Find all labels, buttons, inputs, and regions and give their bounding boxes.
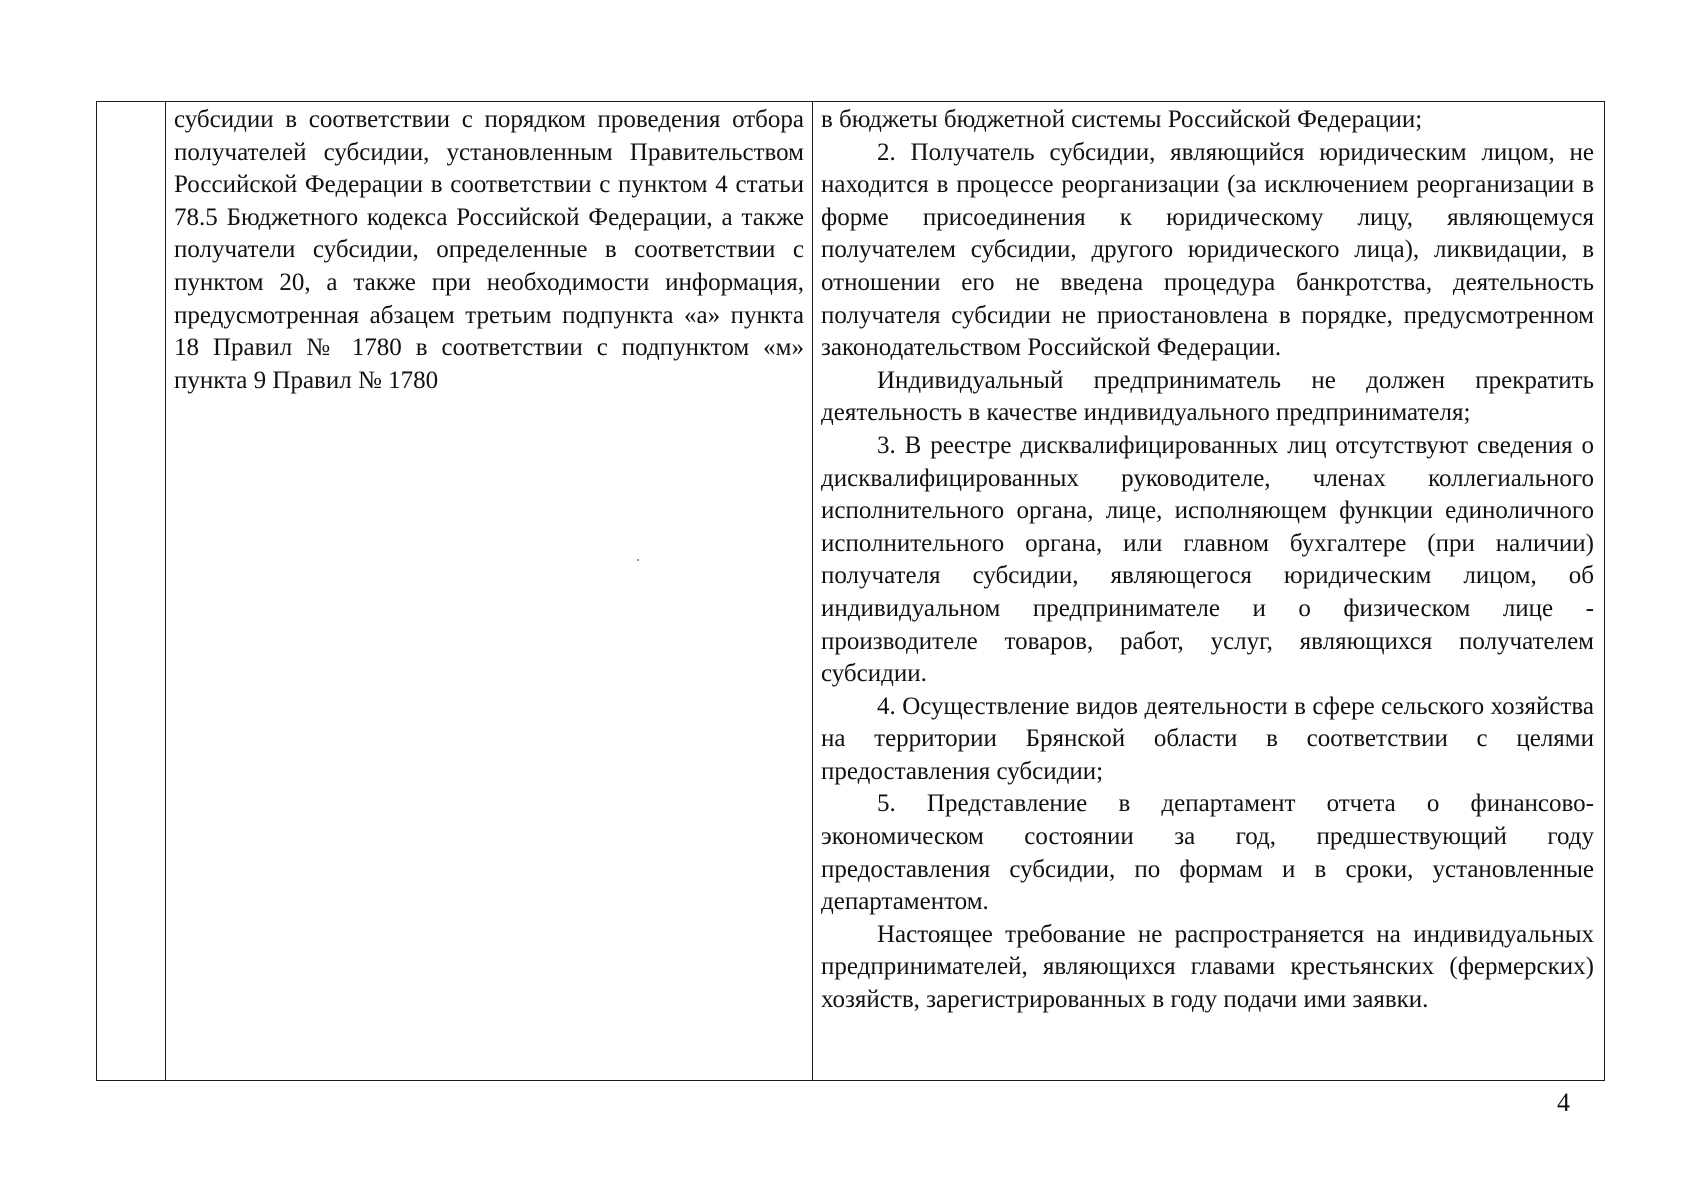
right-paragraph-exemption: Настоящее требование не распространяется на индивидуальных предпринимателей, являющихся главами крестьянских (фермерских) хозяйств, зарегистрированных в году подачи ими заявки.: [821, 920, 1594, 1014]
right-paragraph-item-5: 5. Представление в департамент отчета о финансово-экономическом состоянии за год, предшествующий году предоставления субсидии, по формам и в сроки, установленные департаментом.: [821, 790, 1594, 916]
right-paragraph-budget: в бюджеты бюджетной системы Российской Федерации;: [821, 106, 1423, 133]
scan-speck: [637, 559, 639, 561]
right-paragraph-item-4: 4. Осуществление видов деятельности в сфере сельского хозяйства на территории Брянской области в соответствии с целями предоставления субсидии;: [821, 692, 1594, 785]
right-paragraph-item-3: 3. В реестре дисквалифицированных лиц отсутствуют сведения о дисквалифицированных руководителе, членах коллегиального исполнительного органа, лице, исполняющем функции единоличного исполнительного органа, или главном бухгалтере (при наличии) получателя субсидии, являющегося юридическим лицом, об индивидуальном предпринимателе и о физическом лице - производителе товаров, работ, услуг, являющихся получателем субсидии.: [821, 431, 1594, 688]
right-paragraph-entrepreneur: Индивидуальный предприниматель не должен прекратить деятельность в качестве индивидуального предпринимателя;: [821, 366, 1594, 427]
left-column-cell: [166, 102, 813, 1080]
left-cell-text: субсидии в соответствии с порядком проведения отбора получателей субсидии, установленным Правительством Российской Федерации в соответствии с пунктом 4 статьи 78.5 Бюджетного кодекса Российской Федерации, а также получатели субсидии, определенные в соответствии с пунктом 20, а также при необходимости информация, предусмотренная абзацем третьим подпункта «а» пункта 18 Правил № 1780 в соответствии с подпунктом «м» пункта 9 Правил № 1780: [174, 106, 804, 394]
page-number: 4: [1557, 1088, 1570, 1117]
right-column-cell: [813, 102, 1604, 1080]
number-column-cell: [97, 102, 166, 1080]
right-paragraph-item-2: 2. Получатель субсидии, являющийся юридическим лицом, не находится в процессе реорганизации (за исключением реорганизации в форме присоединения к юридическому лицу, являющемуся получателем субсидии, другого юридического лица), ликвидации, в отношении его не введена процедура банкротства, деятельность получателя субсидии не приостановлена в порядке, предусмотренном законодательством Российской Федерации.: [821, 138, 1594, 362]
document-table: [96, 101, 1605, 1081]
